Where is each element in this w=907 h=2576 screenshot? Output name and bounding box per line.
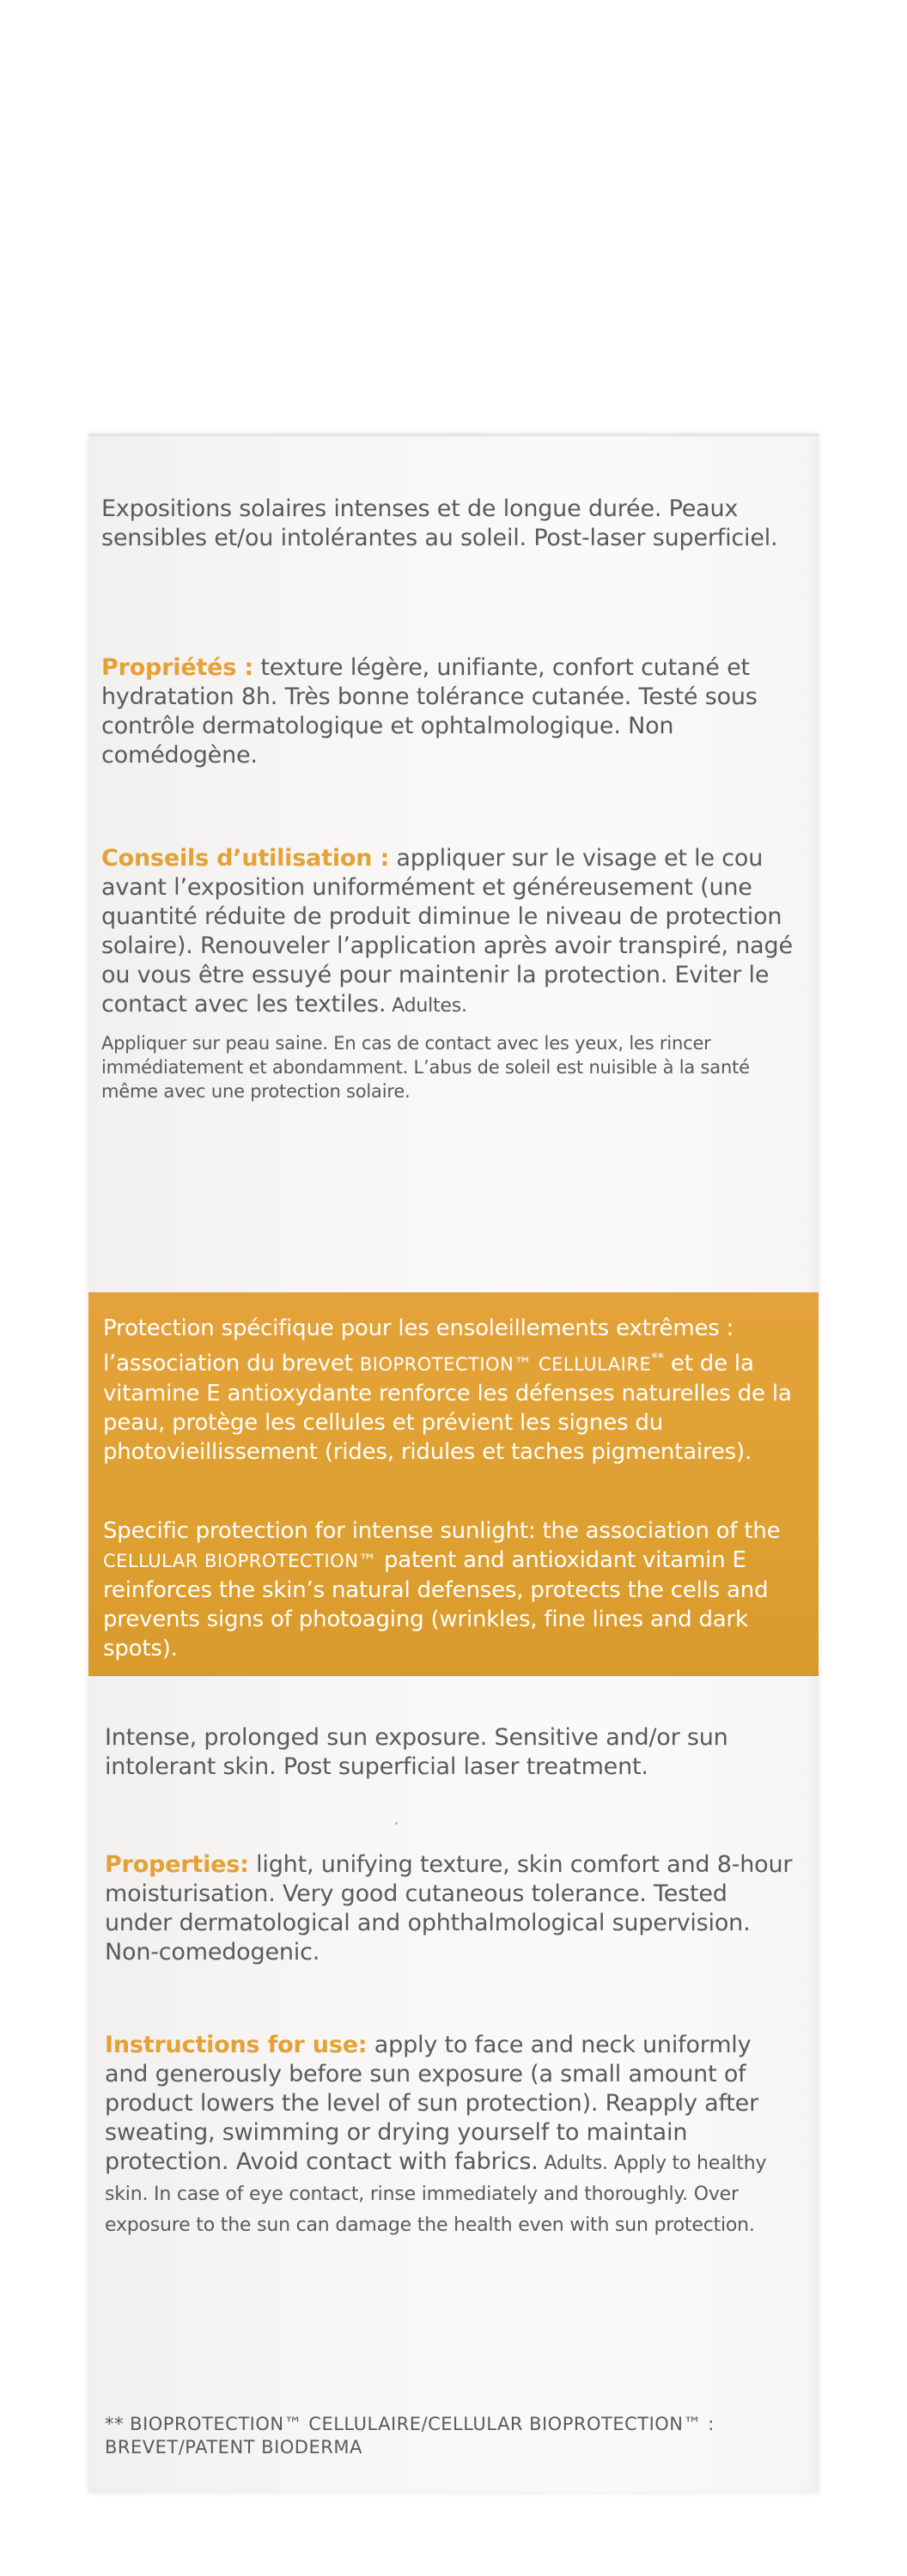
fr-usage-heading: Conseils d’utilisation : bbox=[101, 845, 390, 872]
en-properties-heading: Properties: bbox=[105, 1851, 249, 1878]
en-properties bbox=[105, 1850, 799, 1967]
band-en-text bbox=[103, 1516, 799, 1663]
fr-indications-text: Expositions solaires intenses et de longue durée. Peaux sensibles et/ou intolérantes au soleil. Post-laser superficiel. bbox=[101, 495, 778, 551]
fr-properties bbox=[101, 653, 795, 770]
en-properties-text: light, unifying texture, skin comfort and 8-hour moisturisation. Very good cutaneous tolerance. Tested under dermatological and ophthalmological supervision. Non-comedogenic. bbox=[105, 1851, 793, 1965]
en-usage-heading: Instructions for use: bbox=[105, 2032, 368, 2058]
band-fr-stars: ** bbox=[651, 1350, 664, 1365]
surface-speck bbox=[395, 1822, 398, 1825]
fr-usage-text: appliquer sur le visage et le cou avant l’exposition uniformément et généreusement (une quantité réduite de produit diminue le niveau de protection solaire). Renouveler l’application après avoir transpiré, nagé ou vous être essuyé pour maintenir la protection. Eviter le contact avec les textiles. bbox=[101, 845, 793, 1018]
band-en-part2: patent and antioxidant vitamin E reinforces the skin’s natural defenses, protects the cells and prevents signs of photoaging (wrinkles, fine lines and dark spots). bbox=[103, 1547, 769, 1662]
en-usage-adults: Adults. bbox=[538, 2153, 608, 2174]
fr-properties-text: texture légère, unifiante, confort cutané et hydratation 8h. Très bonne tolérance cutanée. Testé sous contrôle dermatologique et ophtalmologique. Non comédogène. bbox=[101, 654, 758, 769]
fr-usage bbox=[101, 844, 795, 1021]
en-usage-small: Apply to healthy skin. In case of eye contact, rinse immediately and thoroughly. Over exposure to the sun can damage the health even with sun protection. bbox=[105, 2153, 767, 2236]
fr-usage-adults: Adultes. bbox=[386, 995, 467, 1017]
band-en-part1: Specific protection for intense sunlight: the association of the bbox=[103, 1518, 781, 1544]
band-fr-text bbox=[103, 1314, 799, 1467]
patent-footnote-text: ** BIOPROTECTION™ CELLULAIRE/CELLULAR BIOPROTECTION™ : BREVET/PATENT BIODERMA bbox=[105, 2414, 715, 2458]
fr-indications bbox=[101, 495, 795, 553]
band-fr-part2: et de la vitamine E antioxydante renforce les défenses naturelles de la peau, protège les cellules et prévient les signes du photovieillissement (rides, ridules et taches pigmentaires). bbox=[103, 1351, 792, 1465]
band-en-caps: CELLULAR BIOPROTECTION™ bbox=[103, 1551, 377, 1571]
fr-properties-heading: Propriétés : bbox=[101, 654, 253, 681]
fr-usage-small-text: Appliquer sur peau saine. En cas de contact avec les yeux, les rincer immédiatement et abondamment. L’abus de soleil est nuisible à la santé même avec une protection solaire. bbox=[101, 1033, 750, 1102]
en-usage bbox=[105, 2031, 799, 2240]
en-indications bbox=[105, 1723, 799, 1782]
band-fr-caps: BIOPROTECTION™ CELLULAIRE bbox=[359, 1354, 652, 1375]
band-fr-part1: Protection spécifique pour les ensoleillements extrêmes : l’association du brevet bbox=[103, 1315, 734, 1376]
box-top-edge bbox=[88, 434, 819, 436]
en-usage-text: apply to face and neck uniformly and generously before sun exposure (a small amount of product lowers the level of sun protection). Reapply after sweating, swimming or drying yourself to maintain protection. Avoid contact with fabrics. bbox=[105, 2032, 758, 2175]
patent-footnote bbox=[105, 2413, 792, 2459]
en-indications-text: Intense, prolonged sun exposure. Sensitive and/or sun intolerant skin. Post superficial laser treatment. bbox=[105, 1724, 728, 1780]
fr-usage-small bbox=[101, 1031, 795, 1103]
